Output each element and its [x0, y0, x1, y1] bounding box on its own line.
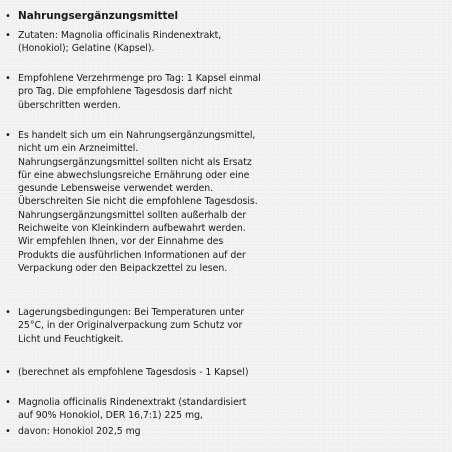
ingredients-bullet: [5, 29, 299, 56]
warnings-text: Es handelt sich um ein Nahrungsergänzungsmittel, nicht um ein Arzneimittel. Nahrungsergänzungsmittel sollten nicht als Ersatz für eine abwechslungsreiche Ernährung oder eine gesunde Lebensweise verwendet werden. Überschreiten Sie nicht die empfohlene Tagesdosis. Nahrungsergänzungsmittel sollten außerhalb der Reichweite von Kleinkindern aufbewahrt werden. Wir empfehlen Ihnen, vor der Einnahme des Produkts die ausführlichen Informationen auf der Verpackung oder den Beipackzettel zu lesen.: [18, 130, 258, 274]
ingredients-text: Zutaten: Magnolia officinalis Rindenextrakt, (Honokiol); Gelatine (Kapsel).: [18, 30, 222, 55]
title-bullet: [5, 10, 299, 23]
storage-bullet: [5, 306, 299, 346]
document-title: Nahrungsergänzungsmittel: [18, 10, 179, 22]
bullet-dot: •: [5, 11, 11, 22]
dosage-bullet: [5, 72, 299, 112]
storage-text: Lagerungsbedingungen: Bei Temperaturen unter 25°C, in der Originalverpackung zum Schutz vor Licht und Feuchtigkeit.: [18, 307, 245, 345]
bullet-dot: •: [5, 130, 11, 141]
daily-dose-note-text: (berechnet als empfohlene Tagesdosis - 1 Kapsel): [18, 367, 249, 378]
bullet-dot: •: [5, 367, 11, 378]
warnings-bullet: [5, 129, 299, 275]
daily-dose-note-bullet: [5, 366, 299, 379]
extract-amount-bullet: [5, 396, 299, 423]
bullet-dot: •: [5, 73, 11, 84]
dosage-text: Empfohlene Verzehrmenge pro Tag: 1 Kapsel einmal pro Tag. Die empfohlene Tagesdosis darf nicht überschritten werden.: [18, 73, 261, 111]
bullet-dot: •: [5, 30, 11, 41]
honokiol-amount-text: davon: Honokiol 202,5 mg: [18, 426, 141, 437]
bullet-dot: •: [5, 307, 11, 318]
honokiol-amount-bullet: [5, 425, 299, 438]
bullet-dot: •: [5, 397, 11, 408]
extract-amount-text: Magnolia officinalis Rindenextrakt (standardisiert auf 90% Honokiol, DER 16,7:1) 225 mg,: [18, 397, 247, 422]
bullet-dot: •: [5, 426, 11, 437]
